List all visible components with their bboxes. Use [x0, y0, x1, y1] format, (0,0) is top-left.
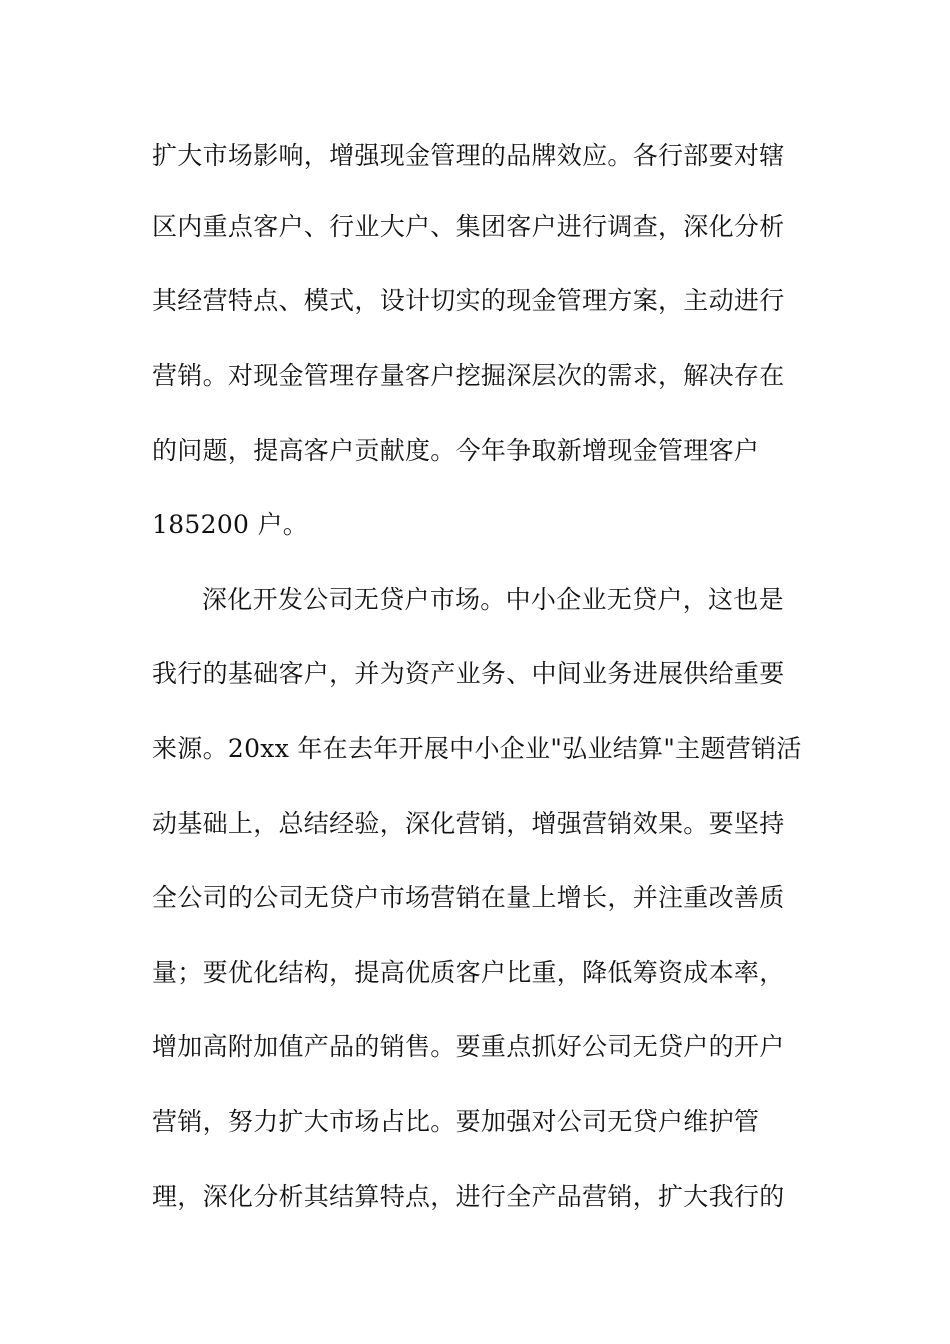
text-line-3: 其经营特点、模式，设计切实的现金管理方案，主动进行	[152, 286, 785, 315]
text-line-14: 营销，努力扩大市场占比。要加强对公司无贷户维护管	[152, 1107, 760, 1136]
text-line-12: 量；要优化结构，提高优质客户比重，降低筹资成本率，	[152, 958, 785, 987]
text-line-1: 扩大市场影响，增强现金管理的品牌效应。各行部要对辖	[152, 141, 785, 170]
text-line-10: 动基础上，总结经验，深化营销，增强营销效果。要坚持	[152, 809, 785, 838]
text-line-13: 增加高附加值产品的销售。要重点抓好公司无贷户的开户	[152, 1032, 785, 1061]
text-line-6: 185200 户。	[152, 510, 309, 539]
text-line-2: 区内重点客户、行业大户、集团客户进行调查，深化分析	[152, 212, 785, 241]
text-line-4: 营销。对现金管理存量客户挖掘深层次的需求，解决存在	[152, 361, 785, 390]
text-line-15: 理，深化分析其结算特点，进行全产品营销，扩大我行的	[152, 1182, 785, 1211]
text-line-8: 我行的基础客户，并为资产业务、中间业务进展供给重要	[152, 659, 785, 688]
text-line-9: 来源。20xx 年在去年开展中小企业"弘业结算"主题营销活	[152, 734, 802, 763]
text-line-5: 的问题，提高客户贡献度。今年争取新增现金管理客户	[152, 436, 760, 465]
text-line-11: 全公司的公司无贷户市场营销在量上增长，并注重改善质	[152, 883, 785, 912]
text-line-7: 深化开发公司无贷户市场。中小企业无贷户，这也是	[202, 585, 784, 614]
